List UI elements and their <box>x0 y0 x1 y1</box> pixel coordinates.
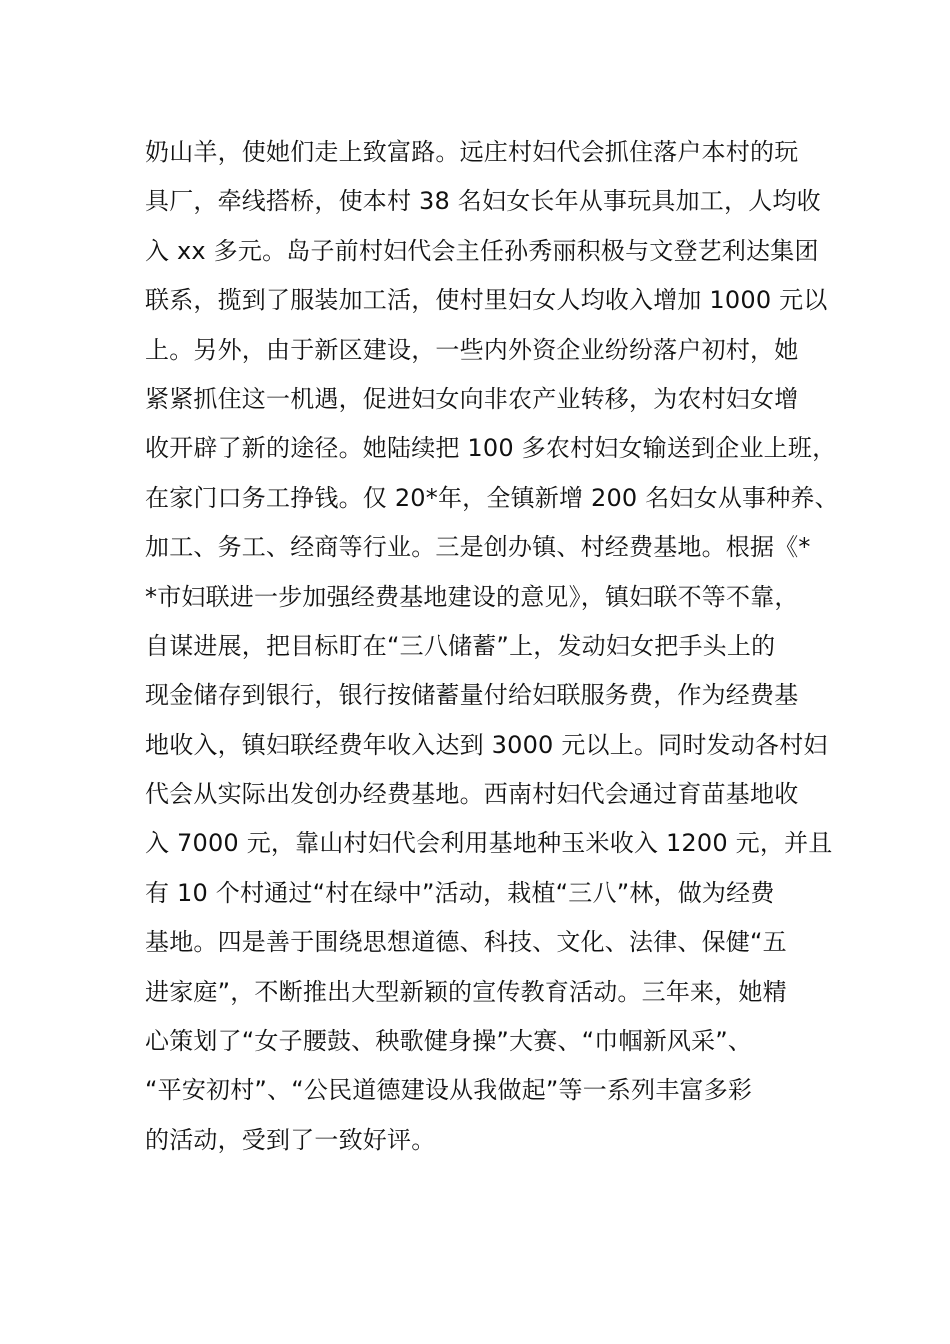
text-line: 联系，揽到了服装加工活，使村里妇女人均收入增加 1000 元以 <box>145 286 828 315</box>
text-line: 有 10 个村通过“村在绿中”活动，栽植“三八”林，做为经费 <box>145 878 775 907</box>
body-paragraph <box>145 128 839 1165</box>
text-line: 进家庭”，不断推出大型新颖的宣传教育活动。三年来，她精 <box>145 977 787 1006</box>
text-line: 入 xx 多元。岛子前村妇代会主任孙秀丽积极与文登艺利达集团 <box>145 236 819 265</box>
text-line: 具厂，牵线搭桥，使本村 38 名妇女长年从事玩具加工，人均收 <box>145 187 821 216</box>
text-line: 自谋进展，把目标盯在“三八储蓄”上，发动妇女把手头上的 <box>145 631 776 660</box>
text-line: 地收入，镇妇联经费年收入达到 3000 元以上。同时发动各村妇 <box>145 730 828 759</box>
text-line: 代会从实际出发创办经费基地。西南村妇代会通过育苗基地收 <box>145 780 799 809</box>
text-line: 奶山羊，使她们走上致富路。远庄村妇代会抓住落户本村的玩 <box>145 138 799 166</box>
text-line: 入 7000 元，靠山村妇代会利用基地种玉米收入 1200 元，并且 <box>145 829 833 858</box>
text-line: 的活动，受到了一致好评。 <box>145 1125 436 1154</box>
text-line: 心策划了“女子腰鼓、秧歌健身操”大赛、“巾帼新风采”、 <box>145 1027 753 1056</box>
text-line: 在家门口务工挣钱。仅 20*年，全镇新增 200 名妇女从事种养、 <box>145 483 839 512</box>
text-line: 现金储存到银行，银行按储蓄量付给妇联服务费，作为经费基 <box>145 681 799 710</box>
text-line: *市妇联进一步加强经费基地建设的意见》，镇妇联不等不靠， <box>145 582 799 611</box>
text-line: 收开辟了新的途径。她陆续把 100 多农村妇女输送到企业上班， <box>145 434 837 463</box>
text-line: 基地。四是善于围绕思想道德、科技、文化、法律、保健“五 <box>145 928 787 957</box>
text-line: “平安初村”、“公民道德建设从我做起”等一系列丰富多彩 <box>145 1076 753 1105</box>
text-line: 上。另外，由于新区建设，一些内外资企业纷纷落户初村，她 <box>145 335 799 364</box>
text-line: 加工、务工、经商等行业。三是创办镇、村经费基地。根据《* <box>145 533 811 562</box>
text-line: 紧紧抓住这一机遇，促进妇女向非农产业转移，为农村妇女增 <box>145 384 799 413</box>
